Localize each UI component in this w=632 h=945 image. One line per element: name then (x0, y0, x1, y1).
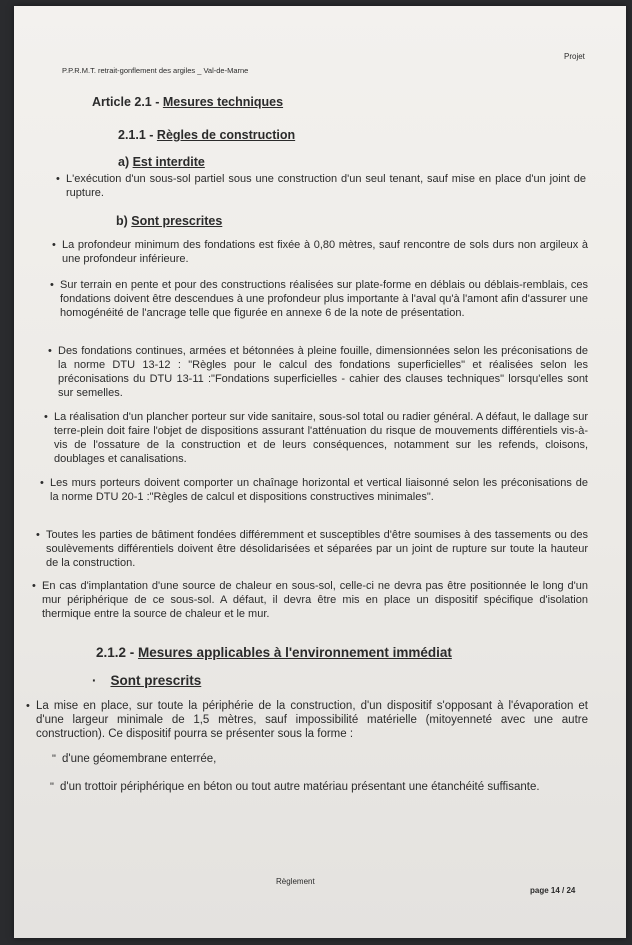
page-number: page 14 / 24 (530, 886, 576, 895)
subsection-b-letter: b) (116, 214, 132, 228)
section-212-heading (96, 645, 452, 660)
bullet-icon: • (36, 529, 40, 541)
section-211-number: 2.1.1 - (118, 128, 157, 142)
bullet-icon: • (44, 411, 48, 423)
subsection-b-heading (116, 214, 222, 228)
article-heading (92, 95, 283, 109)
list-item-text: Sur terrain en pente et pour des constructions réalisées sur plate-forme en déblais ou déblais-remblais, ces fondations doivent être descendues à une profondeur plus importante à l'aval qu'à l'amont afin d'assurer une homogénéité de l'ancrage telle que figurée en annexe 6 de la note de présentation. (60, 279, 588, 319)
bullet-icon: • (56, 173, 60, 185)
list-item (52, 752, 582, 766)
section-212-subheading (92, 673, 201, 688)
list-item-text: Des fondations continues, armées et bétonnées à pleine fouille, dimensionnées selon les préconisations de la norme DTU 13-12 : "Règles pour le calcul des fondations superficielles" et réalisées selon les préconisations du DTU 13-11 :"Fondations superficielles - cahier des clauses techniques" lorsqu'elles sont sur semelles. (58, 345, 588, 399)
list-item-text: d'une géomembrane enterrée, (62, 753, 217, 765)
list-item (40, 476, 588, 504)
bullet-icon: • (32, 580, 36, 592)
list-item-text: L'exécution d'un sous-sol partiel sous une construction d'un seul tenant, sauf mise en place d'un joint de rupture. (66, 173, 586, 199)
subsection-b-title: Sont prescrites (131, 214, 223, 228)
header-title: P.P.R.M.T. retrait-gonflement des argiles _ Val-de-Marne (62, 66, 249, 75)
article-title: Mesures techniques (162, 95, 284, 109)
section-211-heading (118, 128, 295, 142)
bullet-icon: • (52, 239, 56, 251)
section-211-title: Règles de construction (156, 128, 296, 142)
list-item (56, 172, 586, 200)
list-item (32, 579, 588, 621)
list-item-text: La réalisation d'un plancher porteur sur vide sanitaire, sous-sol total ou radier général. A défaut, le dallage sur terre-plein doit faire l'objet de dispositions assurant l'atténuation du risque de mouvements différentiels vis-à-vis de l'ossature de la construction et de leurs conséquences, notamment sur les refends, cloisons, doublages et canalisations. (54, 411, 588, 465)
list-item (50, 278, 588, 320)
subsection-a-title: Est interdite (132, 155, 205, 169)
list-item-text: La mise en place, sur toute la périphérie de la construction, d'un dispositif s'opposant à l'évaporation et d'une largeur minimale de 1,5 mètres, sauf impossibilité matérielle (mitoyenneté avec une autre construction). Ce dispositif pourra se présenter sous la forme : (36, 700, 588, 740)
header-status: Projet (564, 52, 585, 61)
list-item (52, 238, 588, 266)
section-212-number: 2.1.2 - (96, 645, 139, 660)
list-item (48, 344, 588, 400)
list-item-text: d'un trottoir périphérique en béton ou tout autre matériau présentant une étanchéité suffisante. (60, 781, 540, 793)
list-item (26, 699, 588, 741)
list-item-text: Les murs porteurs doivent comporter un chaînage horizontal et vertical liaisonné selon les préconisations de la norme DTU 20-1 :"Règles de calcul et dispositions constructives minimales". (50, 477, 588, 503)
subsection-a-letter: a) (118, 155, 133, 169)
article-number: Article 2.1 - (92, 95, 163, 109)
bullet-icon: • (26, 700, 30, 712)
footer-document-name: Règlement (276, 877, 315, 886)
list-item (50, 780, 588, 794)
bullet-icon: • (48, 345, 52, 357)
bullet-icon: • (40, 477, 44, 489)
quote-icon: " (50, 781, 54, 793)
list-item-text: Toutes les parties de bâtiment fondées différemment et susceptibles d'être soumises à des tassements ou des soulèvements différentiels doivent être désolidarisées et séparées par un joint de rupture sur toute la hauteur de la construction. (46, 529, 588, 569)
section-212-title: Mesures applicables à l'environnement immédiat (138, 645, 452, 660)
subsection-a-heading (118, 155, 205, 169)
list-item (36, 528, 588, 570)
section-212-subtitle: Sont prescrits (110, 673, 202, 688)
bullet-icon: • (50, 279, 54, 291)
list-item (44, 410, 588, 466)
quote-icon: " (52, 753, 56, 765)
list-item-text: En cas d'implantation d'une source de chaleur en sous-sol, celle-ci ne devra pas être positionnée le long d'un mur périphérique de ce sous-sol. A défaut, il devra être mis en place un dispositif spécifique d'isolation thermique entre la source de chaleur et le mur. (42, 580, 588, 620)
document-page (14, 6, 626, 938)
list-item-text: La profondeur minimum des fondations est fixée à 0,80 mètres, sauf rencontre de sols durs non argileux à une profondeur inférieure. (62, 239, 588, 265)
subheading-dot: · (92, 673, 97, 688)
